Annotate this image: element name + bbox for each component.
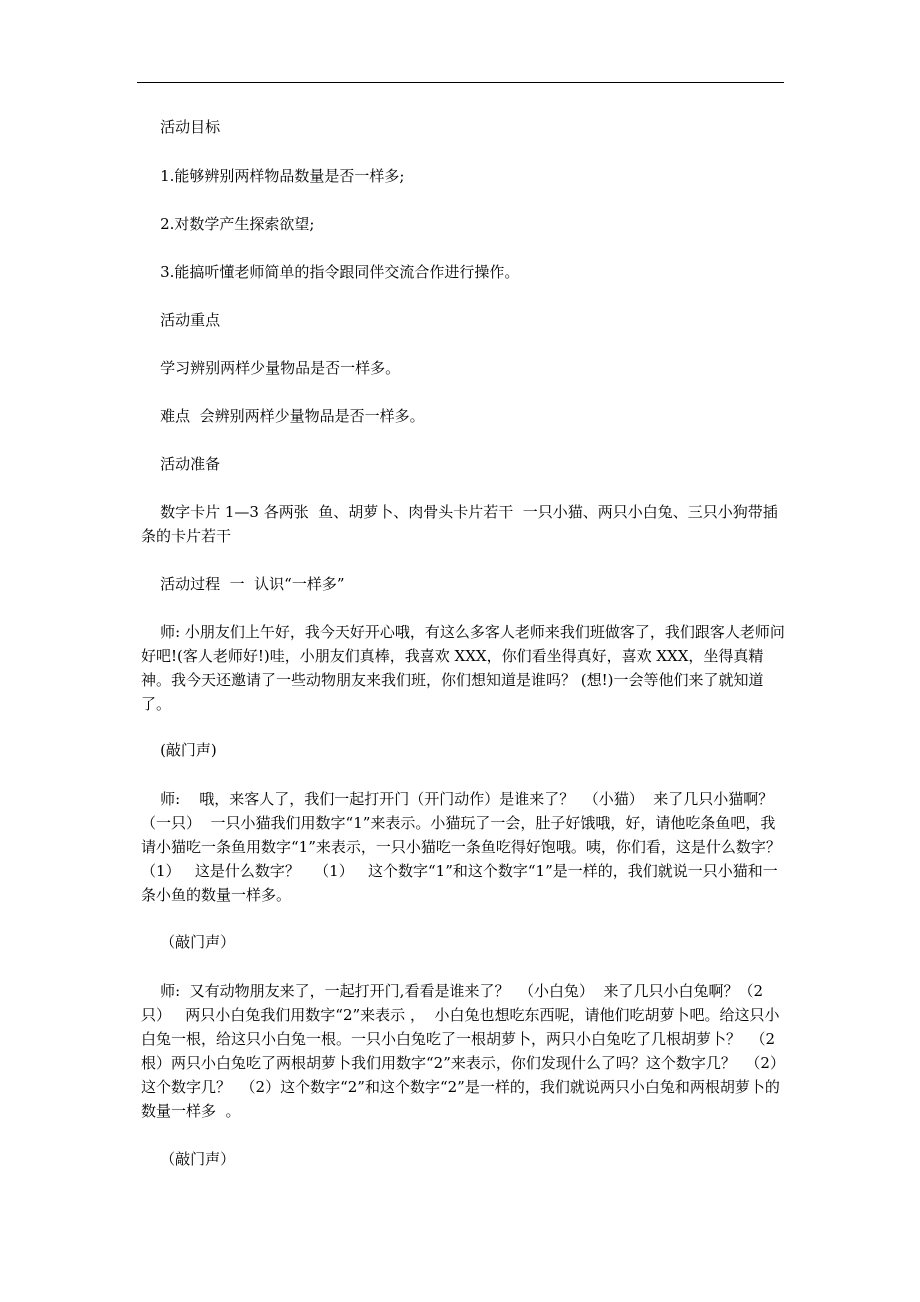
header-rule xyxy=(137,82,784,83)
preparation-text: 数字卡片 1—3 各两张 鱼、胡萝卜、肉骨头卡片若干 一只小猫、两只小白兔、三只小狗带插条的卡片若干 xyxy=(141,503,778,545)
goal-item-3: 3.能搞听懂老师简单的指令跟同伴交流合作进行操作。 xyxy=(141,263,520,281)
knock-sound-1: (敲门声) xyxy=(141,741,217,759)
teacher-paragraph-3: 师: 又有动物朋友来了，一起打开门,看看是谁来了？ （小白兔） 来了几只小白兔啊？（2只） 两只小白兔我们用数字“2”来表示 ， 小白兔也想吃东西呢，请他们吃胡萝卜吧。给这只小白兔一根，给这只小白兔一根。一只小白兔吃了一根胡萝卜，两只小白兔吃了几根胡萝卜？ （2根）两只小白兔吃了两根胡萝卜我们用数字“2”来表示，你们发现什么了吗？这个数字几？ （2） 这个数字几？ （2）这个数字“2”和这个数字“2”是一样的，我们就说两只小白兔和两根胡萝卜的数量一样多 。 xyxy=(141,982,800,1120)
heading-key-point: 活动重点 xyxy=(141,311,221,329)
knock-sound-3: （敲门声） xyxy=(141,1150,236,1168)
teacher-paragraph-2: 师: 哦，来客人了，我们一起打开门（开门动作）是谁来了？ （小猫） 来了几只小猫啊？ （一只） 一只小猫我们用数字“1”来表示。小猫玩了一会，肚子好饿哦，好，请他吃条鱼吧，我请小猫吃一条鱼用数字“1”来表示，一只小猫吃一条鱼吃得好饱哦。咦，你们看，这是什么数字？ （1） 这是什么数字？ （1） 这个数字“1”和这个数字“1”是一样的，我们就说一只小猫和一条小鱼的数量一样多。 xyxy=(141,790,791,904)
heading-activity-goals: 活动目标 xyxy=(141,118,221,136)
goal-item-1: 1.能够辨别两样物品数量是否一样多; xyxy=(141,167,405,185)
heading-preparation: 活动准备 xyxy=(141,455,221,473)
teacher-paragraph-1: 师: 小朋友们上午好，我今天好开心哦，有这么多客人老师来我们班做客了，我们跟客人老师问好吧!(客人老师好!)哇，小朋友们真棒，我喜欢 XXX，你们看坐得真好，喜欢 XXX，坐得真精神。我今天还邀请了一些动物朋友来我们班，你们想知道是谁吗？ (想!)一会等他们来了就知道了。 xyxy=(141,623,785,713)
difficulty-text: 难点 会辨别两样少量物品是否一样多。 xyxy=(141,407,425,425)
knock-sound-2: （敲门声） xyxy=(141,933,236,951)
key-point-text: 学习辨别两样少量物品是否一样多。 xyxy=(141,359,401,377)
goal-item-2: 2.对数学产生探索欲望; xyxy=(141,215,315,233)
heading-process: 活动过程 一 认识“一样多” xyxy=(141,575,345,593)
